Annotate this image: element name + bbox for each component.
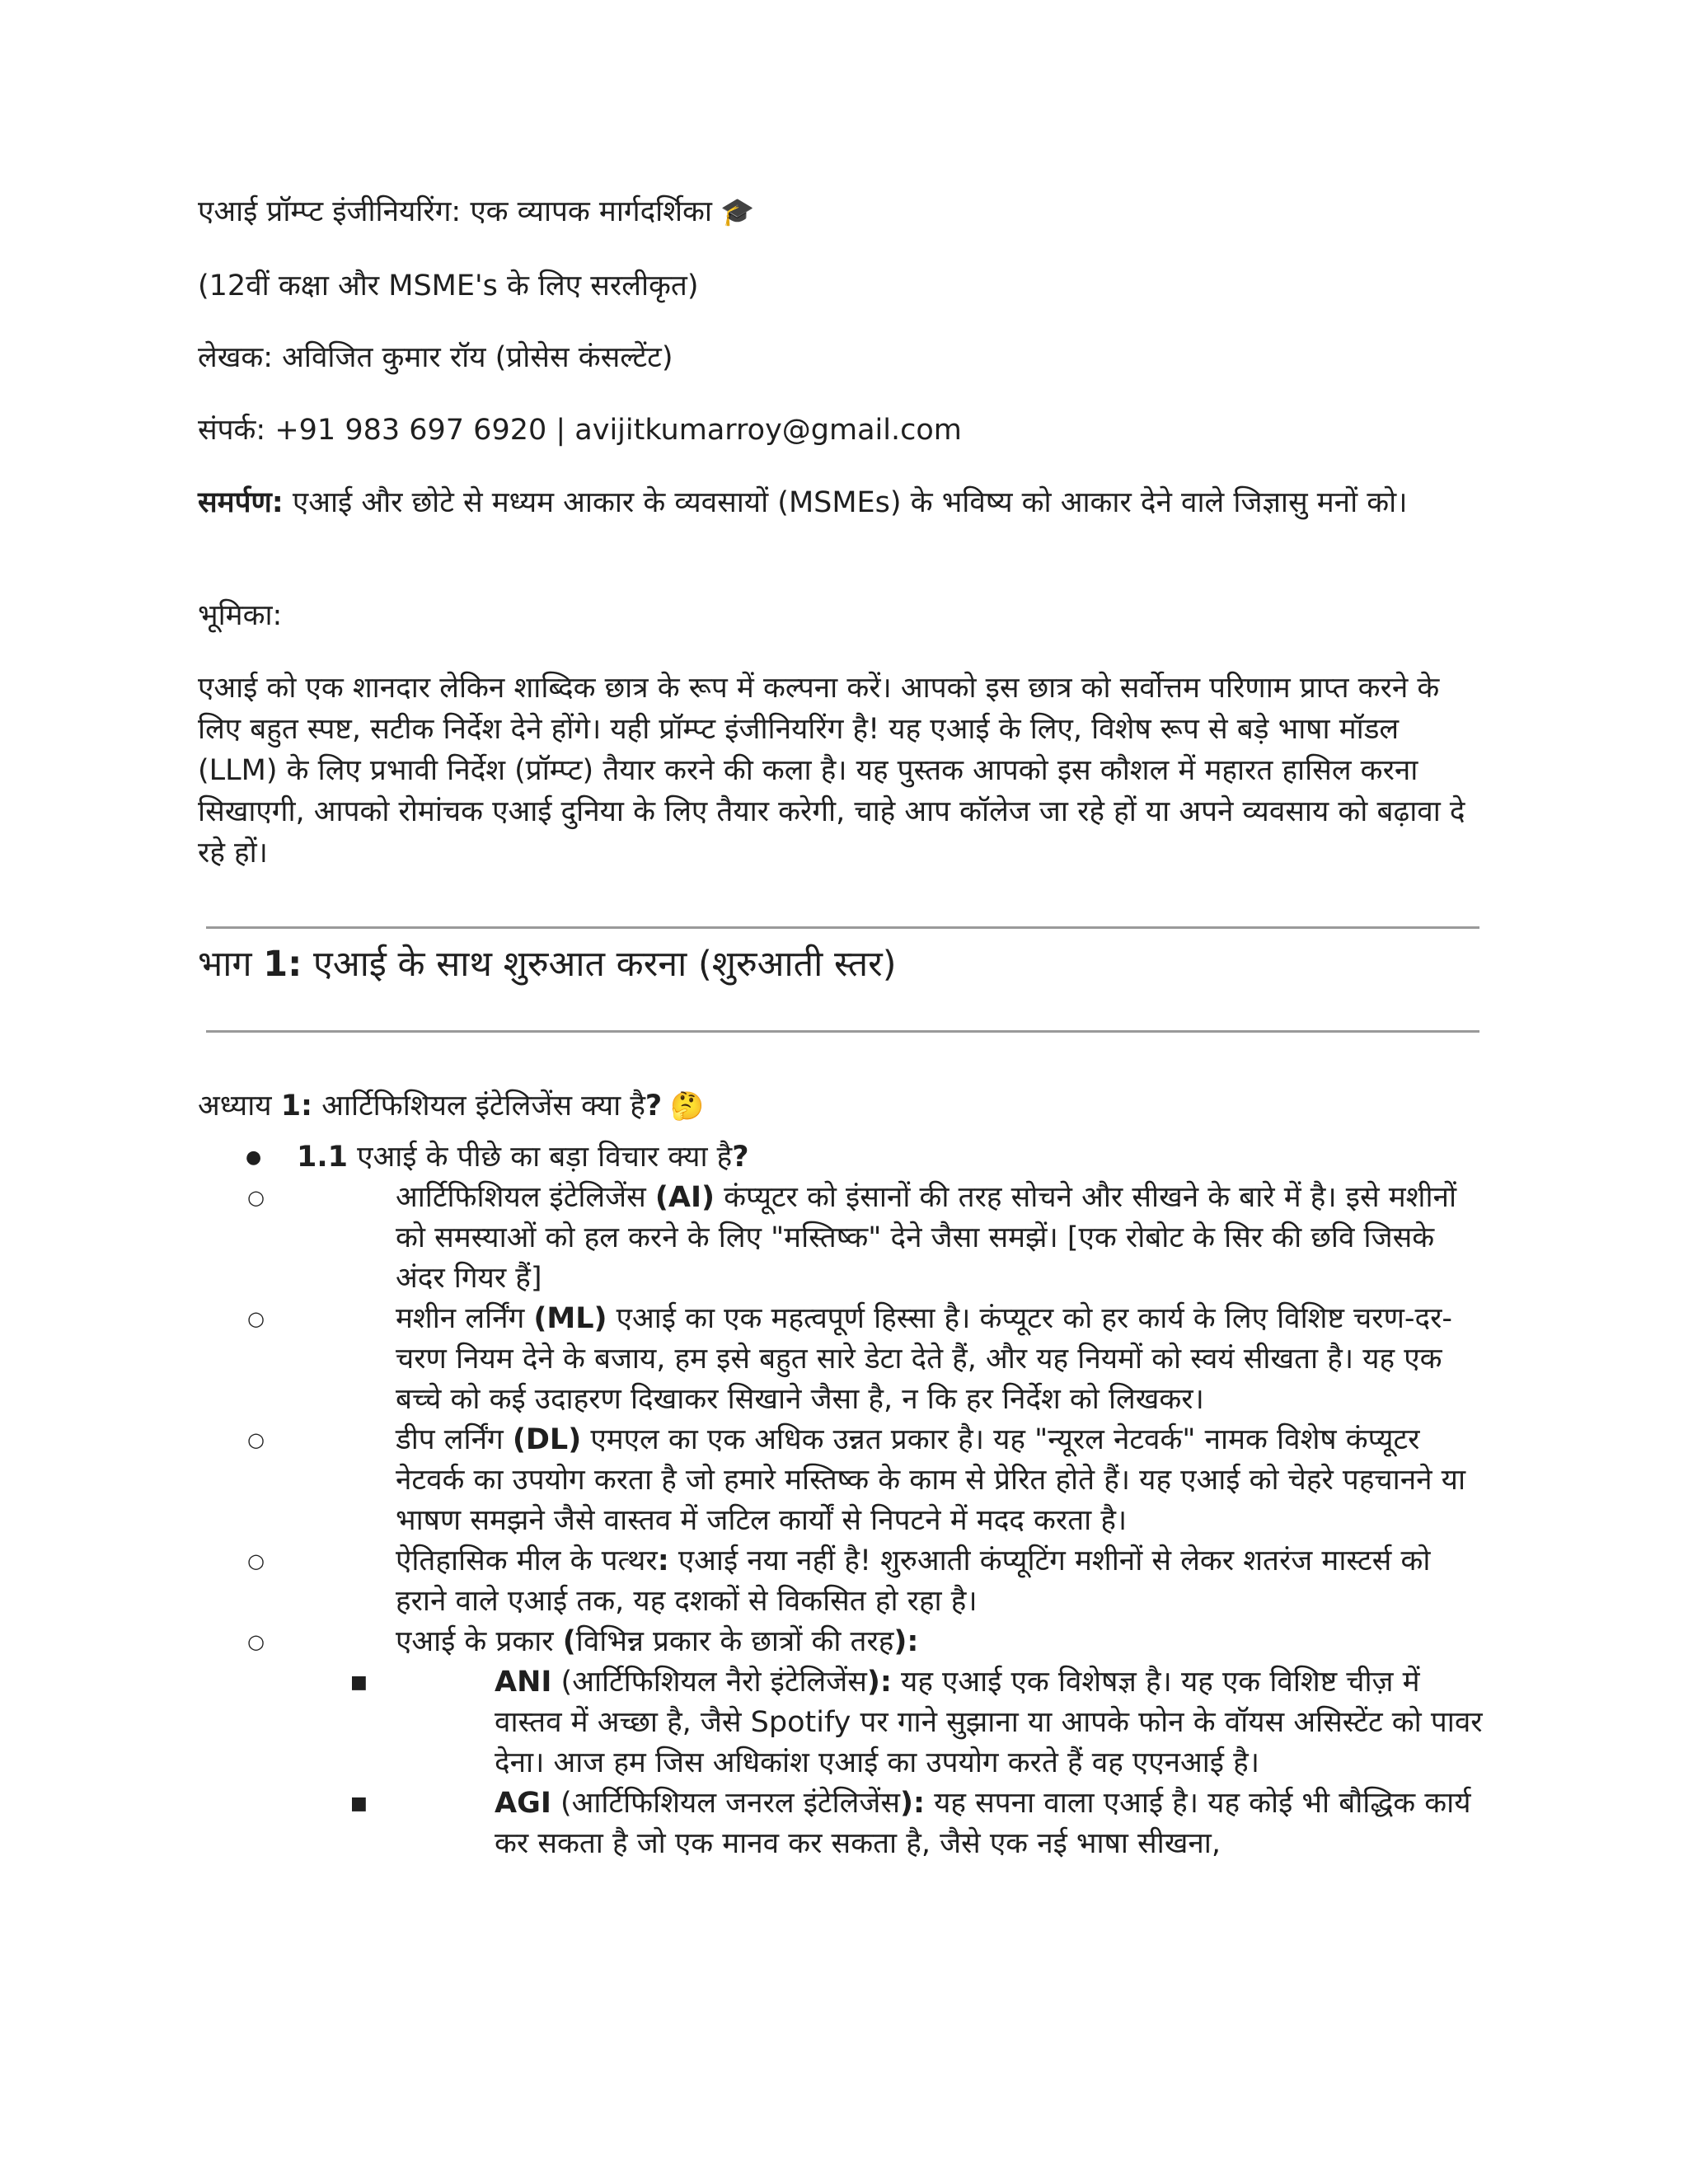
item-text: ऐतिहासिक मील के पत्थर (396, 1544, 658, 1577)
list-item (198, 1137, 1484, 1864)
item-text: एआई का एक महत्वपूर्ण हिस्सा है। कंप्यूटर को हर कार्य के लिए विशिष्ट चरण-दर-चरण नियम देने के बजाय, हम इसे बहुत सारे डेटा देते हैं, और यह नियमों को स्वयं सीखता है। यह एक बच्चे को कई उदाहरण दिखाकर सिखाने जैसा है, न कि हर निर्देश को लिखकर। (396, 1302, 1453, 1416)
graduation-cap-icon: 🎓 (720, 195, 755, 227)
chapter-title: आर्टिफिशियल इंटेलिजेंस क्या है (312, 1090, 645, 1122)
document-title (198, 191, 754, 232)
intro-paragraph: एआई को एक शानदार लेकिन शाब्दिक छात्र के रूप में कल्पना करें। आपको इस छात्र को सर्वोत्तम परिणाम प्राप्त करने के लिए बहुत स्पष्ट, सटीक निर्देश देने होंगे। यही प्रॉम्प्ट इंजीनियरिंग है! यह एआई के लिए, विशेष रूप से बड़े भाषा मॉडल (LLM) के लिए प्रभावी निर्देश (प्रॉम्प्ट) तैयार करने की कला है। यह पुस्तक आपको इस कौशल में महारत हासिल करना सिखाएगी, आपको रोमांचक एआई दुनिया के लिए तैयार करेगी, चाहे आप कॉलेज जा रहे हों या अपने व्यवसाय को बढ़ावा दे रहे हों। (198, 672, 1465, 869)
chapter-word: अध्याय (198, 1090, 281, 1122)
chapter-number: 1: (280, 1090, 313, 1122)
dedication-label: समर्पण: (198, 486, 284, 519)
item-text: डीप लर्निंग (396, 1423, 513, 1456)
list-item (198, 1178, 1484, 1299)
section-heading (297, 1141, 749, 1174)
horizontal-rule (206, 1030, 1479, 1033)
part-heading-text: एआई के साथ शुरुआत करना (शुरुआती स्तर) (302, 944, 897, 985)
item-text: एआई के प्रकार (396, 1625, 563, 1658)
sub-sub-list (297, 1662, 1484, 1864)
item-bold: ): (900, 1787, 925, 1820)
section-number: 1.1 (297, 1141, 349, 1174)
horizontal-rule (206, 926, 1479, 929)
section-title: एआई के पीछे का बड़ा विचार क्या है (348, 1141, 733, 1174)
author-line: लेखक: अविजित कुमार रॉय (प्रोसेस कंसल्टेंट) (198, 341, 673, 374)
chapter-question-mark: ? (645, 1090, 663, 1122)
item-text: ( (551, 1787, 572, 1820)
item-bold: AGI (495, 1787, 551, 1820)
item-bold: ): (893, 1625, 919, 1658)
item-text: यह एआई एक विशेषज्ञ है। यह एक विशिष्ट चीज़ में वास्तव में अच्छा है, जैसे Spotify पर गाने सुझाना या आपके फोन के वॉयस असिस्टेंट को पावर देना। आज हम जिस अधिकांश एआई का उपयोग करते हैं वह एएनआई है। (495, 1666, 1483, 1779)
list-item (297, 1662, 1484, 1783)
item-text: आर्टिफिशियल इंटेलिजेंस (396, 1181, 655, 1214)
item-text: आर्टिफिशियल जनरल इंटेलिजेंस (571, 1787, 900, 1820)
item-bold: (AI) (654, 1181, 715, 1214)
section-question-mark: ? (732, 1141, 749, 1174)
item-text: आर्टिफिशियल नैरो इंटेलिजेंस (572, 1666, 867, 1699)
item-text: यह सपना वाला एआई है। यह कोई भी बौद्धिक कार्य कर सकता है जो एक मानव कर सकता है, जैसे एक नई भाषा सीखना, (495, 1787, 1471, 1860)
dedication (198, 482, 1484, 523)
list-item (297, 1783, 1484, 1864)
title-text: एआई प्रॉम्प्ट इंजीनियरिंग: एक व्यापक मार्गदर्शिका (198, 195, 712, 228)
item-bold: ): (866, 1666, 892, 1699)
item-text: मशीन लर्निंग (396, 1302, 534, 1335)
item-bold: : (657, 1544, 669, 1577)
list-item (198, 1622, 1484, 1864)
subtitle: (12वीं कक्षा और MSME's के लिए सरलीकृत) (198, 269, 699, 302)
dedication-text: एआई और छोटे से मध्यम आकार के व्यवसायों (MSMEs) के भविष्य को आकार देने वाले जिज्ञासु मनों को। (283, 486, 1408, 519)
list-item (198, 1541, 1484, 1622)
part-heading (198, 940, 897, 989)
item-text: ( (551, 1666, 573, 1699)
item-text: कंप्यूटर को इंसानों की तरह सोचने और सीखने के बारे में है। इसे मशीनों को समस्याओं को हल करने के लिए "मस्तिष्क" देने जैसा समझें। [एक रोबोट के सिर की छवि जिसके अंदर गियर हैं] (396, 1181, 1457, 1295)
item-text: विभिन्न प्रकार के छात्रों की तरह (575, 1625, 894, 1658)
intro-label: भूमिका: (198, 599, 283, 632)
list-item (198, 1299, 1484, 1420)
chapter-heading (198, 1085, 704, 1127)
part-heading-number: 1: (263, 944, 302, 985)
item-bold: ( (562, 1625, 576, 1658)
thinking-face-icon: 🤔 (670, 1090, 705, 1122)
outline-list (198, 1137, 1484, 1864)
part-heading-word: भाग (198, 944, 264, 985)
item-bold: ANI (495, 1666, 552, 1699)
item-text: एमएल का एक अधिक उन्नत प्रकार है। यह "न्यूरल नेटवर्क" नामक विशेष कंप्यूटर नेटवर्क का उपयोग करता है जो हमारे मस्तिष्क के काम से प्रेरित होते हैं। यह एआई को चेहरे पहचानने या भाषण समझने जैसे वास्तव में जटिल कार्यों से निपटने में मदद करता है। (396, 1423, 1466, 1537)
list-item (198, 1420, 1484, 1541)
sub-list (198, 1178, 1484, 1864)
item-bold: (DL) (512, 1423, 582, 1456)
item-text: एआई नया नहीं है! शुरुआती कंप्यूटिंग मशीनों से लेकर शतरंज मास्टर्स को हराने वाले एआई तक, यह दशकों से विकसित हो रहा है। (396, 1544, 1431, 1618)
contact-line: संपर्क: +91 983 697 6920 | avijitkumarroy@gmail.com (198, 414, 962, 447)
item-bold: (ML) (533, 1302, 607, 1335)
